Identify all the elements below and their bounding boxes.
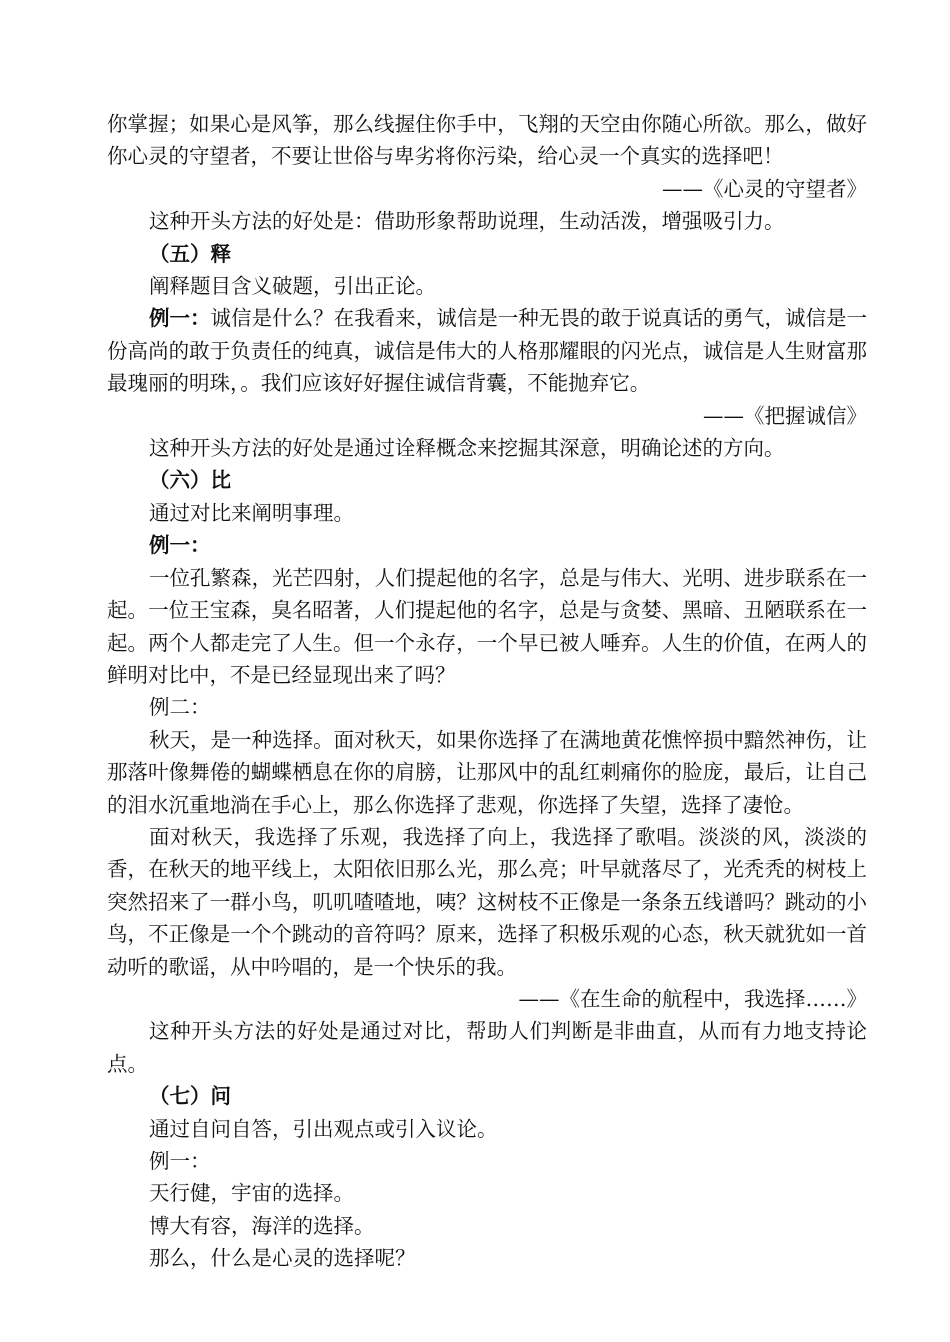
line-ocean-choice: 博大有容，海洋的选择。 bbox=[149, 1213, 375, 1238]
paragraph-kong-wang-contrast: 一位孔繁森，光芒四射，人们提起他的名字，总是与伟大、光明、进步联系在一起。一位王宝森，臭名昭著，人们提起他的名字，总是与贪婪、黑暗、丑陋联系在一起。两个人都走完了人生。但一个永存，一个早已被人唾弃。人生的价值，在两人的鲜明对比中，不是已经显现出来了吗？ bbox=[107, 565, 867, 687]
paragraph-autumn-optimism: 面对秋天，我选择了乐观，我选择了向上，我选择了歌唱。淡淡的风，淡淡的香，在秋天的地平线上，太阳依旧那么光，那么亮；叶早就落尽了，光秃秃的树枝上突然招来了一群小鸟，叽叽喳喳地，咦？这树枝不正像是一条条五线谱吗？跳动的小鸟，不正像是一个个跳动的音符吗？原来，选择了积极乐观的心态，秋天就犹如一首动听的歌谣，从中吟唱的，是一个快乐的我。 bbox=[107, 824, 867, 979]
heading-section-6: （六）比 bbox=[149, 468, 231, 493]
paragraph-contrast-method: 通过对比来阐明事理。 bbox=[149, 500, 354, 525]
paragraph-autumn-pessimism: 秋天，是一种选择。面对秋天，如果你选择了在满地黄花憔悴损中黯然神伤，让那落叶像舞倦的蝴蝶栖息在你的肩膀，让那风中的乱红刺痛你的脸庞，最后，让自己的泪水沉重地淌在手心上，那么你选择了悲观，你选择了失望，选择了凄怆。 bbox=[107, 727, 867, 817]
heading-section-7: （七）问 bbox=[149, 1084, 231, 1109]
line-universe-choice: 天行健，宇宙的选择。 bbox=[149, 1181, 354, 1206]
line-heart-question: 那么，什么是心灵的选择呢？ bbox=[149, 1246, 416, 1271]
source-citation-voyage: ——《在生命的航程中，我选择……》 bbox=[518, 986, 867, 1011]
document-page bbox=[107, 108, 867, 1275]
paragraph-benefit-contrast: 这种开头方法的好处是通过对比，帮助人们判断是非曲直，从而有力地支持论点。 bbox=[107, 1019, 867, 1076]
example-label: 例一： bbox=[149, 1149, 211, 1173]
example-label: 例一： bbox=[149, 306, 211, 331]
example-integrity-text: 诚信是什么？在我看来，诚信是一种无畏的敢于说真话的勇气，诚信是一份高尚的敢于负责任的纯真，诚信是伟大的人格那耀眼的闪光点，诚信是人生财富那最瑰丽的明珠，。我们应该好好握住诚信背囊，不能抛弃它。 bbox=[107, 306, 868, 396]
source-citation-integrity: ——《把握诚信》 bbox=[703, 403, 867, 428]
paragraph-question-method: 通过自问自答，引出观点或引入议论。 bbox=[149, 1116, 498, 1141]
example-label: 例二： bbox=[149, 695, 211, 720]
paragraph-benefit-image: 这种开头方法的好处是：借助形象帮助说理，生动活泼，增强吸引力。 bbox=[149, 209, 785, 234]
example-integrity bbox=[107, 302, 867, 399]
paragraph-kite-conclusion: 你掌握；如果心是风筝，那么线握住你手中，飞翔的天空由你随心所欲。那么，做好你心灵的守望者，不要让世俗与卑劣将你污染，给心灵一个真实的选择吧！ bbox=[107, 112, 867, 169]
example-label: 例一： bbox=[149, 533, 211, 558]
source-citation-guardian: ——《心灵的守望者》 bbox=[662, 176, 867, 201]
heading-section-5: （五）释 bbox=[149, 241, 231, 266]
paragraph-benefit-interpret: 这种开头方法的好处是通过诠释概念来挖掘其深意，明确论述的方向。 bbox=[149, 436, 785, 461]
paragraph-explain-method: 阐释题目含义破题，引出正论。 bbox=[149, 274, 436, 299]
